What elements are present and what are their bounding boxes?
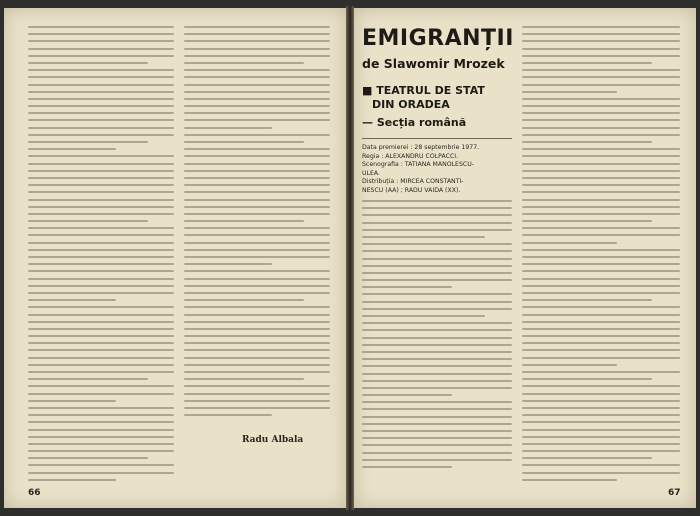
text-line-placeholder	[28, 292, 174, 294]
text-line-placeholder	[28, 371, 174, 373]
text-line-placeholder	[522, 119, 680, 121]
text-line-placeholder	[28, 163, 174, 165]
text-line-placeholder	[184, 177, 330, 179]
text-line-placeholder	[362, 222, 512, 224]
text-line-placeholder	[522, 364, 617, 366]
text-line-placeholder	[522, 306, 680, 308]
text-line-placeholder	[184, 213, 330, 215]
premiere-credits	[362, 144, 512, 196]
text-line-placeholder	[362, 236, 485, 238]
text-line-placeholder	[522, 91, 617, 93]
right-page	[354, 8, 696, 508]
text-line-placeholder	[522, 429, 680, 431]
text-line-placeholder	[522, 263, 680, 265]
right-page-column-2	[522, 26, 680, 486]
text-line-placeholder	[362, 214, 512, 216]
left-page-column-2	[184, 26, 330, 421]
text-line-placeholder	[28, 141, 148, 143]
text-line-placeholder	[28, 443, 174, 445]
text-line-placeholder	[184, 170, 330, 172]
text-line-placeholder	[28, 270, 174, 272]
text-line-placeholder	[28, 91, 174, 93]
credit-line: ULEA.	[362, 169, 380, 177]
text-line-placeholder	[362, 373, 512, 375]
text-line-placeholder	[28, 213, 174, 215]
text-line-placeholder	[28, 450, 174, 452]
text-line-placeholder	[522, 40, 680, 42]
text-line-placeholder	[522, 199, 680, 201]
text-line-placeholder	[184, 314, 330, 316]
text-line-placeholder	[522, 299, 652, 301]
text-line-placeholder	[28, 457, 148, 459]
text-line-placeholder	[184, 242, 330, 244]
text-line-placeholder	[28, 400, 116, 402]
text-line-placeholder	[362, 272, 512, 274]
text-line-placeholder	[522, 234, 680, 236]
text-line-placeholder	[362, 452, 512, 454]
text-line-placeholder	[28, 407, 174, 409]
text-line-placeholder	[362, 444, 512, 446]
text-line-placeholder	[28, 328, 174, 330]
text-line-placeholder	[362, 408, 512, 410]
text-line-placeholder	[362, 380, 512, 382]
text-line-placeholder	[362, 430, 512, 432]
text-line-placeholder	[28, 263, 174, 265]
text-line-placeholder	[522, 105, 680, 107]
left-page-column-1	[28, 26, 174, 486]
text-line-placeholder	[522, 407, 680, 409]
text-line-placeholder	[522, 472, 680, 474]
text-line-placeholder	[362, 293, 512, 295]
text-line-placeholder	[362, 315, 485, 317]
text-line-placeholder	[522, 421, 680, 423]
text-line-placeholder	[28, 436, 174, 438]
text-line-placeholder	[28, 55, 174, 57]
text-line-placeholder	[28, 155, 174, 157]
text-line-placeholder	[28, 364, 174, 366]
text-line-placeholder	[522, 191, 680, 193]
text-line-placeholder	[28, 429, 174, 431]
theatre-name-line1: ■ TEATRUL DE STAT	[362, 84, 485, 97]
text-line-placeholder	[184, 364, 330, 366]
text-line-placeholder	[28, 199, 174, 201]
credits-rule	[362, 138, 512, 139]
text-line-placeholder	[184, 69, 330, 71]
text-line-placeholder	[28, 335, 174, 337]
text-line-placeholder	[184, 105, 330, 107]
credit-line: Distribuția : MIRCEA CONSTANTI-	[362, 178, 464, 186]
text-line-placeholder	[184, 335, 330, 337]
text-line-placeholder	[522, 26, 680, 28]
text-line-placeholder	[522, 155, 680, 157]
text-line-placeholder	[522, 457, 652, 459]
text-line-placeholder	[522, 48, 680, 50]
text-line-placeholder	[362, 301, 512, 303]
text-line-placeholder	[184, 91, 330, 93]
credit-line: NESCU (AA) ; RADU VAIDA (XX).	[362, 186, 461, 194]
text-line-placeholder	[28, 393, 174, 395]
text-line-placeholder	[28, 357, 174, 359]
text-line-placeholder	[28, 134, 174, 136]
text-line-placeholder	[28, 227, 174, 229]
text-line-placeholder	[522, 141, 652, 143]
text-line-placeholder	[522, 184, 680, 186]
text-line-placeholder	[522, 127, 680, 129]
text-line-placeholder	[522, 55, 680, 57]
book-gutter	[346, 6, 354, 510]
text-line-placeholder	[184, 249, 330, 251]
text-line-placeholder	[28, 314, 174, 316]
text-line-placeholder	[522, 436, 680, 438]
text-line-placeholder	[522, 84, 680, 86]
text-line-placeholder	[362, 258, 512, 260]
text-line-placeholder	[522, 170, 680, 172]
article-headline: EMIGRANȚII	[362, 26, 514, 51]
text-line-placeholder	[184, 119, 330, 121]
text-line-placeholder	[362, 243, 512, 245]
text-line-placeholder	[362, 351, 512, 353]
text-line-placeholder	[522, 378, 652, 380]
text-line-placeholder	[522, 371, 680, 373]
text-line-placeholder	[28, 306, 174, 308]
text-line-placeholder	[522, 256, 680, 258]
text-line-placeholder	[362, 401, 512, 403]
text-line-placeholder	[28, 414, 174, 416]
text-line-placeholder	[362, 229, 512, 231]
text-line-placeholder	[522, 163, 680, 165]
text-line-placeholder	[522, 270, 680, 272]
text-line-placeholder	[184, 141, 304, 143]
page-number-right: 67	[668, 488, 681, 498]
text-line-placeholder	[522, 249, 680, 251]
text-line-placeholder	[184, 393, 330, 395]
text-line-placeholder	[522, 443, 680, 445]
text-line-placeholder	[184, 263, 272, 265]
text-line-placeholder	[28, 421, 174, 423]
text-line-placeholder	[184, 378, 304, 380]
text-line-placeholder	[28, 278, 174, 280]
text-line-placeholder	[28, 191, 174, 193]
text-line-placeholder	[184, 285, 330, 287]
text-line-placeholder	[362, 387, 512, 389]
text-line-placeholder	[522, 242, 617, 244]
text-line-placeholder	[522, 335, 680, 337]
text-line-placeholder	[522, 349, 680, 351]
text-line-placeholder	[28, 206, 174, 208]
text-line-placeholder	[184, 414, 272, 416]
text-line-placeholder	[522, 76, 680, 78]
text-line-placeholder	[362, 416, 512, 418]
text-line-placeholder	[28, 48, 174, 50]
text-line-placeholder	[522, 328, 680, 330]
left-page	[4, 8, 346, 508]
text-line-placeholder	[522, 285, 680, 287]
text-line-placeholder	[184, 400, 330, 402]
text-line-placeholder	[522, 177, 680, 179]
text-line-placeholder	[184, 220, 304, 222]
text-line-placeholder	[362, 207, 512, 209]
text-line-placeholder	[522, 206, 680, 208]
text-line-placeholder	[28, 385, 174, 387]
text-line-placeholder	[184, 256, 330, 258]
text-line-placeholder	[184, 328, 330, 330]
text-line-placeholder	[522, 112, 680, 114]
text-line-placeholder	[522, 314, 680, 316]
text-line-placeholder	[28, 184, 174, 186]
text-line-placeholder	[184, 55, 330, 57]
text-line-placeholder	[362, 337, 512, 339]
text-line-placeholder	[184, 184, 330, 186]
text-line-placeholder	[522, 450, 680, 452]
text-line-placeholder	[522, 220, 652, 222]
text-line-placeholder	[362, 459, 512, 461]
text-line-placeholder	[28, 234, 174, 236]
text-line-placeholder	[184, 98, 330, 100]
text-line-placeholder	[362, 344, 512, 346]
text-line-placeholder	[184, 357, 330, 359]
text-line-placeholder	[362, 394, 452, 396]
text-line-placeholder	[362, 308, 512, 310]
text-line-placeholder	[522, 278, 680, 280]
text-line-placeholder	[184, 76, 330, 78]
text-line-placeholder	[184, 227, 330, 229]
text-line-placeholder	[28, 170, 174, 172]
text-line-placeholder	[28, 177, 174, 179]
text-line-placeholder	[522, 342, 680, 344]
text-line-placeholder	[28, 220, 148, 222]
text-line-placeholder	[28, 378, 148, 380]
text-line-placeholder	[184, 292, 330, 294]
text-line-placeholder	[362, 250, 512, 252]
text-line-placeholder	[184, 342, 330, 344]
text-line-placeholder	[362, 279, 512, 281]
text-line-placeholder	[184, 299, 304, 301]
text-line-placeholder	[28, 285, 174, 287]
text-line-placeholder	[184, 234, 330, 236]
text-line-placeholder	[28, 105, 174, 107]
text-line-placeholder	[28, 40, 174, 42]
text-line-placeholder	[184, 134, 330, 136]
text-line-placeholder	[522, 69, 680, 71]
text-line-placeholder	[28, 84, 174, 86]
text-line-placeholder	[28, 342, 174, 344]
text-line-placeholder	[362, 358, 512, 360]
text-line-placeholder	[184, 112, 330, 114]
text-line-placeholder	[184, 407, 330, 409]
text-line-placeholder	[362, 423, 512, 425]
text-line-placeholder	[522, 62, 652, 64]
text-line-placeholder	[184, 199, 330, 201]
author-signature: Radu Albala	[242, 435, 304, 445]
text-line-placeholder	[184, 40, 330, 42]
text-line-placeholder	[362, 437, 512, 439]
text-line-placeholder	[28, 26, 174, 28]
text-line-placeholder	[522, 227, 680, 229]
text-line-placeholder	[522, 414, 680, 416]
text-line-placeholder	[28, 472, 174, 474]
text-line-placeholder	[184, 270, 330, 272]
text-line-placeholder	[28, 479, 116, 481]
page-number-left: 66	[28, 488, 41, 498]
text-line-placeholder	[28, 249, 174, 251]
text-line-placeholder	[184, 278, 330, 280]
text-line-placeholder	[362, 466, 452, 468]
text-line-placeholder	[184, 191, 330, 193]
text-line-placeholder	[522, 479, 617, 481]
text-line-placeholder	[362, 365, 512, 367]
text-line-placeholder	[28, 112, 174, 114]
text-line-placeholder	[28, 33, 174, 35]
text-line-placeholder	[522, 400, 680, 402]
text-line-placeholder	[28, 119, 174, 121]
text-line-placeholder	[28, 69, 174, 71]
text-line-placeholder	[522, 33, 680, 35]
text-line-placeholder	[184, 62, 304, 64]
theatre-section: — Secția română	[362, 116, 467, 129]
text-line-placeholder	[28, 98, 174, 100]
credit-line: Regia : ALEXANDRU COLPACCI.	[362, 152, 459, 160]
text-line-placeholder	[522, 464, 680, 466]
text-line-placeholder	[184, 155, 330, 157]
text-line-placeholder	[28, 349, 174, 351]
text-line-placeholder	[522, 321, 680, 323]
text-line-placeholder	[362, 286, 452, 288]
text-line-placeholder	[184, 206, 330, 208]
text-line-placeholder	[522, 393, 680, 395]
theatre-name-line2: DIN ORADEA	[372, 98, 450, 111]
text-line-placeholder	[28, 148, 116, 150]
text-line-placeholder	[522, 292, 680, 294]
text-line-placeholder	[522, 148, 680, 150]
text-line-placeholder	[184, 306, 330, 308]
text-line-placeholder	[184, 371, 330, 373]
text-line-placeholder	[184, 349, 330, 351]
text-line-placeholder	[184, 48, 330, 50]
text-line-placeholder	[28, 464, 174, 466]
text-line-placeholder	[184, 84, 330, 86]
text-line-placeholder	[184, 33, 330, 35]
text-line-placeholder	[28, 299, 116, 301]
text-line-placeholder	[28, 62, 148, 64]
text-line-placeholder	[184, 321, 330, 323]
text-line-placeholder	[362, 265, 512, 267]
text-line-placeholder	[28, 256, 174, 258]
text-line-placeholder	[522, 385, 680, 387]
text-line-placeholder	[184, 26, 330, 28]
text-line-placeholder	[522, 213, 680, 215]
text-line-placeholder	[184, 148, 330, 150]
right-page-column-1-body	[362, 200, 512, 473]
credit-line: Scenografia : TATIANA MANOLESCU-	[362, 161, 474, 169]
text-line-placeholder	[184, 385, 330, 387]
text-line-placeholder	[28, 127, 174, 129]
text-line-placeholder	[522, 98, 680, 100]
text-line-placeholder	[362, 322, 512, 324]
text-line-placeholder	[522, 134, 680, 136]
text-line-placeholder	[28, 76, 174, 78]
text-line-placeholder	[522, 357, 680, 359]
text-line-placeholder	[28, 321, 174, 323]
article-byline: de Slawomir Mrozek	[362, 56, 505, 71]
text-line-placeholder	[28, 242, 174, 244]
text-line-placeholder	[362, 200, 512, 202]
text-line-placeholder	[184, 163, 330, 165]
text-line-placeholder	[362, 329, 512, 331]
credit-line: Data premierei : 28 septembrie 1977.	[362, 144, 480, 151]
text-line-placeholder	[184, 127, 272, 129]
